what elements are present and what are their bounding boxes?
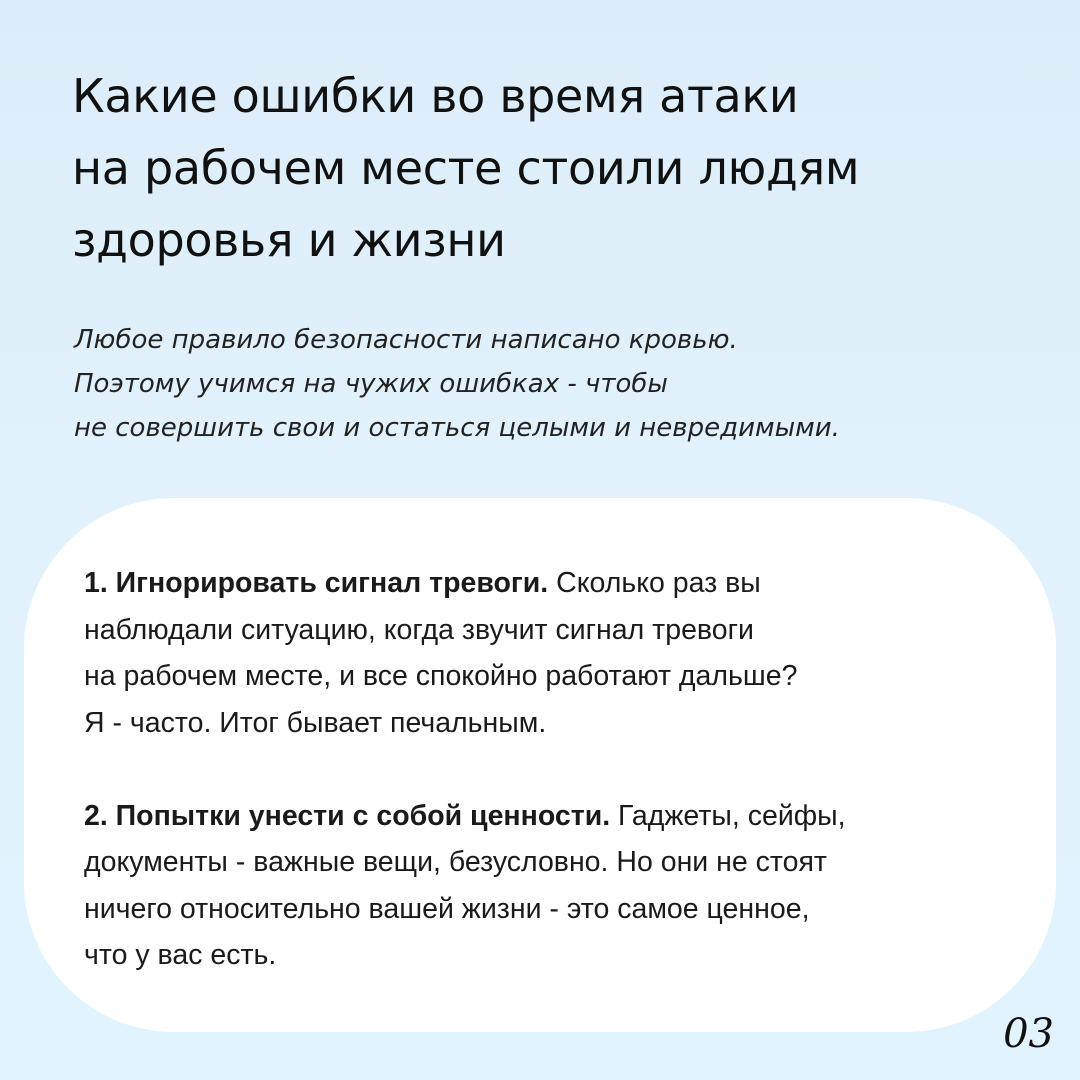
list-item bbox=[84, 793, 1044, 979]
subtitle-line: Любое правило безопасности написано кровью. bbox=[74, 325, 738, 355]
point-heading: 1. Игнорировать сигнал тревоги. bbox=[84, 567, 549, 599]
point-line: наблюдали ситуацию, когда звучит сигнал тревоги bbox=[84, 613, 754, 646]
subtitle bbox=[74, 318, 1034, 450]
point-text: Сколько раз вы bbox=[548, 567, 761, 599]
title-line: здоровья и жизни bbox=[72, 213, 506, 267]
subtitle-line: Поэтому учимся на чужих ошибках - чтобы bbox=[74, 369, 668, 399]
point-line: на рабочем месте, и все спокойно работают дальше? bbox=[84, 660, 798, 692]
page-title bbox=[72, 60, 1032, 276]
page-number: 03 bbox=[1003, 1011, 1054, 1057]
content-card bbox=[24, 498, 1056, 1032]
list-item bbox=[84, 560, 1044, 746]
title-line: Какие ошибки во время атаки bbox=[72, 69, 799, 123]
point-heading: 2. Попытки унести с собой ценности. bbox=[84, 799, 611, 832]
title-line: на рабочем месте стоили людям bbox=[72, 141, 860, 195]
subtitle-line: не совершить свои и остаться целыми и невредимыми. bbox=[74, 413, 840, 443]
point-line: Я - часто. Итог бывает печальным. bbox=[84, 706, 547, 739]
card-body bbox=[84, 560, 1044, 979]
point-first-line bbox=[84, 560, 1044, 607]
point-line: ничего относительно вашей жизни - это самое ценное, bbox=[84, 892, 810, 925]
point-text: Гаджеты, сейфы, bbox=[610, 799, 846, 832]
point-first-line bbox=[84, 793, 1044, 840]
point-line: что у вас есть. bbox=[84, 939, 277, 971]
point-line: документы - важные вещи, безусловно. Но они не стоят bbox=[84, 846, 827, 878]
